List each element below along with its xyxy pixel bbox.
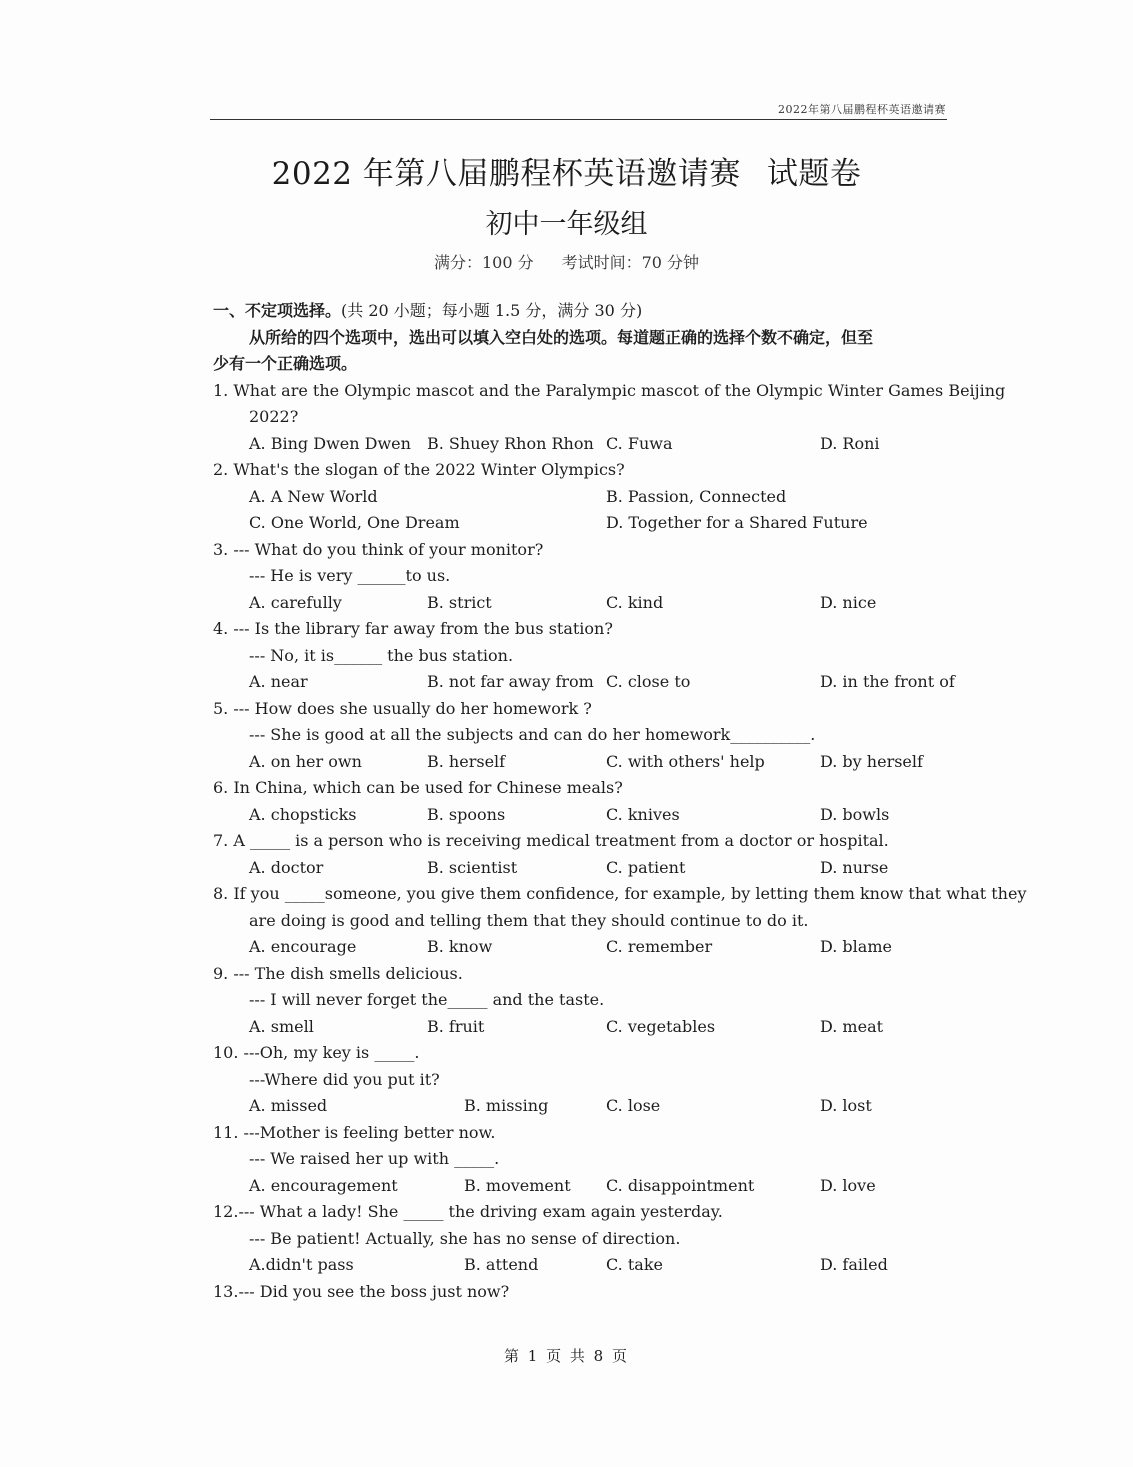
- section-title: 一、不定项选择。: [213, 301, 342, 320]
- question-stem-continued: 2022?: [249, 407, 299, 426]
- title-main: 2022 年第八届鹏程杯英语邀请赛: [271, 156, 741, 192]
- answer-option[interactable]: A. missed: [249, 1096, 328, 1115]
- question-stem-continued: --- She is good at all the subjects and can do her homework__________.: [249, 725, 816, 744]
- answer-option[interactable]: A. near: [249, 672, 308, 691]
- question-item: [213, 775, 950, 828]
- answer-option[interactable]: A.didn't pass: [249, 1255, 354, 1274]
- question-stem: 6. In China, which can be used for Chinese meals?: [213, 778, 623, 797]
- question-stem-continued: --- We raised her up with _____.: [249, 1149, 500, 1168]
- question-stem: 8. If you _____someone, you give them confidence, for example, by letting them know that what they: [213, 884, 1027, 903]
- options-row: [213, 1014, 950, 1041]
- question-stem-continued: are doing is good and telling them that they should continue to do it.: [249, 910, 809, 930]
- question-item: [213, 1199, 950, 1279]
- answer-option[interactable]: B. strict: [427, 592, 492, 612]
- question-item: [213, 1120, 950, 1200]
- answer-option[interactable]: B. herself: [427, 751, 506, 771]
- question-stem: 3. --- What do you think of your monitor?: [213, 539, 544, 559]
- answer-option[interactable]: A. Bing Dwen Dwen: [249, 433, 411, 453]
- answer-option[interactable]: B. attend: [464, 1255, 539, 1274]
- answer-option[interactable]: D. love: [820, 1175, 876, 1195]
- answer-option[interactable]: A. smell: [249, 1016, 314, 1036]
- answer-option[interactable]: C. close to: [606, 672, 691, 691]
- question-item: [213, 961, 950, 1041]
- answer-option[interactable]: C. with others' help: [606, 751, 765, 771]
- answer-option[interactable]: C. Fuwa: [606, 433, 673, 453]
- question-stem: 11. ---Mother is feeling better now.: [213, 1122, 496, 1142]
- answer-option[interactable]: D. blame: [820, 937, 892, 956]
- question-stem: 5. --- How does she usually do her homework ?: [213, 698, 592, 718]
- question-stem: 4. --- Is the library far away from the bus station?: [213, 619, 613, 638]
- answer-option[interactable]: B. missing: [464, 1096, 549, 1115]
- section-heading: [213, 298, 950, 325]
- options-row: [213, 749, 950, 776]
- exam-meta: [0, 250, 1133, 273]
- options-row: [213, 802, 950, 829]
- answer-option[interactable]: C. remember: [606, 937, 713, 956]
- page-footer: 第 1 页 共 8 页: [504, 1347, 629, 1365]
- title-suffix: 试题卷: [766, 156, 862, 192]
- answer-option[interactable]: C. kind: [606, 592, 664, 612]
- question-stem-continued: --- He is very ______to us.: [249, 566, 451, 585]
- options-row: [213, 934, 950, 961]
- answer-option[interactable]: C. take: [606, 1255, 663, 1274]
- question-stem: 2. What's the slogan of the 2022 Winter Olympics?: [213, 460, 625, 479]
- answer-option[interactable]: B. know: [427, 937, 493, 956]
- answer-option[interactable]: D. meat: [820, 1016, 884, 1036]
- answer-option[interactable]: A. on her own: [249, 751, 362, 771]
- question-list: [213, 378, 1027, 1306]
- question-item: [213, 828, 950, 881]
- options-row: [213, 1093, 950, 1120]
- answer-option[interactable]: D. nice: [820, 592, 877, 612]
- options-row: [213, 1173, 950, 1200]
- question-item: [213, 378, 1006, 458]
- question-stem-continued: --- I will never forget the_____ and the taste.: [249, 990, 605, 1009]
- exam-content: [213, 298, 1027, 1305]
- question-item: [213, 1279, 950, 1306]
- answer-option[interactable]: C. lose: [606, 1096, 661, 1115]
- question-stem: 13.--- Did you see the boss just now?: [213, 1281, 510, 1301]
- options-row: [213, 431, 950, 458]
- answer-option[interactable]: D. in the front of: [820, 672, 955, 691]
- answer-option[interactable]: D. Roni: [820, 433, 880, 453]
- answer-option[interactable]: C. vegetables: [606, 1016, 716, 1036]
- answer-option[interactable]: D. by herself: [820, 751, 923, 771]
- question-stem: 7. A _____ is a person who is receiving medical treatment from a doctor or hospital.: [213, 831, 889, 850]
- exam-time: 考试时间：70 分钟: [561, 253, 700, 272]
- page-title: [0, 148, 1133, 193]
- section-note: (共 20 小题；每小题 1.5 分，满分 30 分): [341, 301, 643, 320]
- answer-option[interactable]: D. lost: [820, 1096, 872, 1115]
- question-stem: 10. ---Oh, my key is _____.: [213, 1043, 420, 1062]
- question-stem-continued: --- No, it is______ the bus station.: [249, 645, 514, 665]
- options-row: [213, 590, 950, 617]
- answer-option[interactable]: D. bowls: [820, 804, 890, 824]
- answer-option[interactable]: A. A New World: [249, 486, 378, 506]
- answer-option[interactable]: B. spoons: [427, 804, 506, 824]
- instruction-line-1: 从所给的四个选项中，选出可以填入空白处的选项。每道题正确的选择个数不确定，但至: [249, 327, 874, 347]
- answer-option[interactable]: C. knives: [606, 804, 680, 824]
- question-item: [213, 696, 950, 776]
- running-header: 2022年第八届鹏程杯英语邀请赛: [778, 103, 946, 116]
- question-stem-continued: ---Where did you put it?: [249, 1069, 440, 1089]
- answer-option[interactable]: A. chopsticks: [249, 804, 357, 824]
- question-item: [213, 616, 955, 696]
- options-row: [213, 510, 950, 537]
- grade-subtitle: 初中一年级组: [485, 209, 648, 240]
- question-stem: 12.--- What a lady! She _____ the driving exam again yesterday.: [213, 1202, 723, 1221]
- options-row: [213, 855, 950, 882]
- question-stem-continued: --- Be patient! Actually, she has no sense of direction.: [249, 1228, 681, 1248]
- instruction-line-2: 少有一个正确选项。: [213, 354, 358, 373]
- answer-option[interactable]: A. doctor: [249, 857, 324, 877]
- answer-option[interactable]: B. movement: [464, 1175, 571, 1195]
- answer-option[interactable]: A. encourage: [249, 937, 357, 956]
- question-item: [213, 881, 1027, 961]
- options-row: [213, 1252, 950, 1279]
- answer-option[interactable]: B. Shuey Rhon Rhon: [427, 433, 594, 453]
- answer-option[interactable]: C. One World, One Dream: [249, 513, 460, 532]
- answer-option[interactable]: B. not far away from: [427, 672, 594, 691]
- answer-option[interactable]: D. nurse: [820, 857, 889, 877]
- answer-option[interactable]: D. Together for a Shared Future: [606, 513, 868, 532]
- answer-option[interactable]: C. patient: [606, 857, 686, 877]
- answer-option[interactable]: B. scientist: [427, 857, 518, 877]
- answer-option[interactable]: B. Passion, Connected: [606, 486, 787, 506]
- answer-option[interactable]: B. fruit: [427, 1016, 485, 1036]
- question-stem: 1. What are the Olympic mascot and the Paralympic mascot of the Olympic Winter Games Beijing: [213, 380, 1006, 400]
- question-item: [213, 1040, 950, 1120]
- options-row: [213, 484, 950, 511]
- answer-option[interactable]: A. carefully: [249, 592, 342, 612]
- answer-option[interactable]: A. encouragement: [249, 1175, 398, 1195]
- header-divider: [210, 119, 947, 120]
- question-stem: 9. --- The dish smells delicious.: [213, 963, 463, 983]
- answer-option[interactable]: C. disappointment: [606, 1175, 755, 1195]
- total-score: 满分：100 分: [433, 253, 534, 272]
- question-item: [213, 537, 950, 617]
- options-row: [213, 669, 955, 696]
- question-item: [213, 457, 950, 537]
- answer-option[interactable]: D. failed: [820, 1255, 888, 1274]
